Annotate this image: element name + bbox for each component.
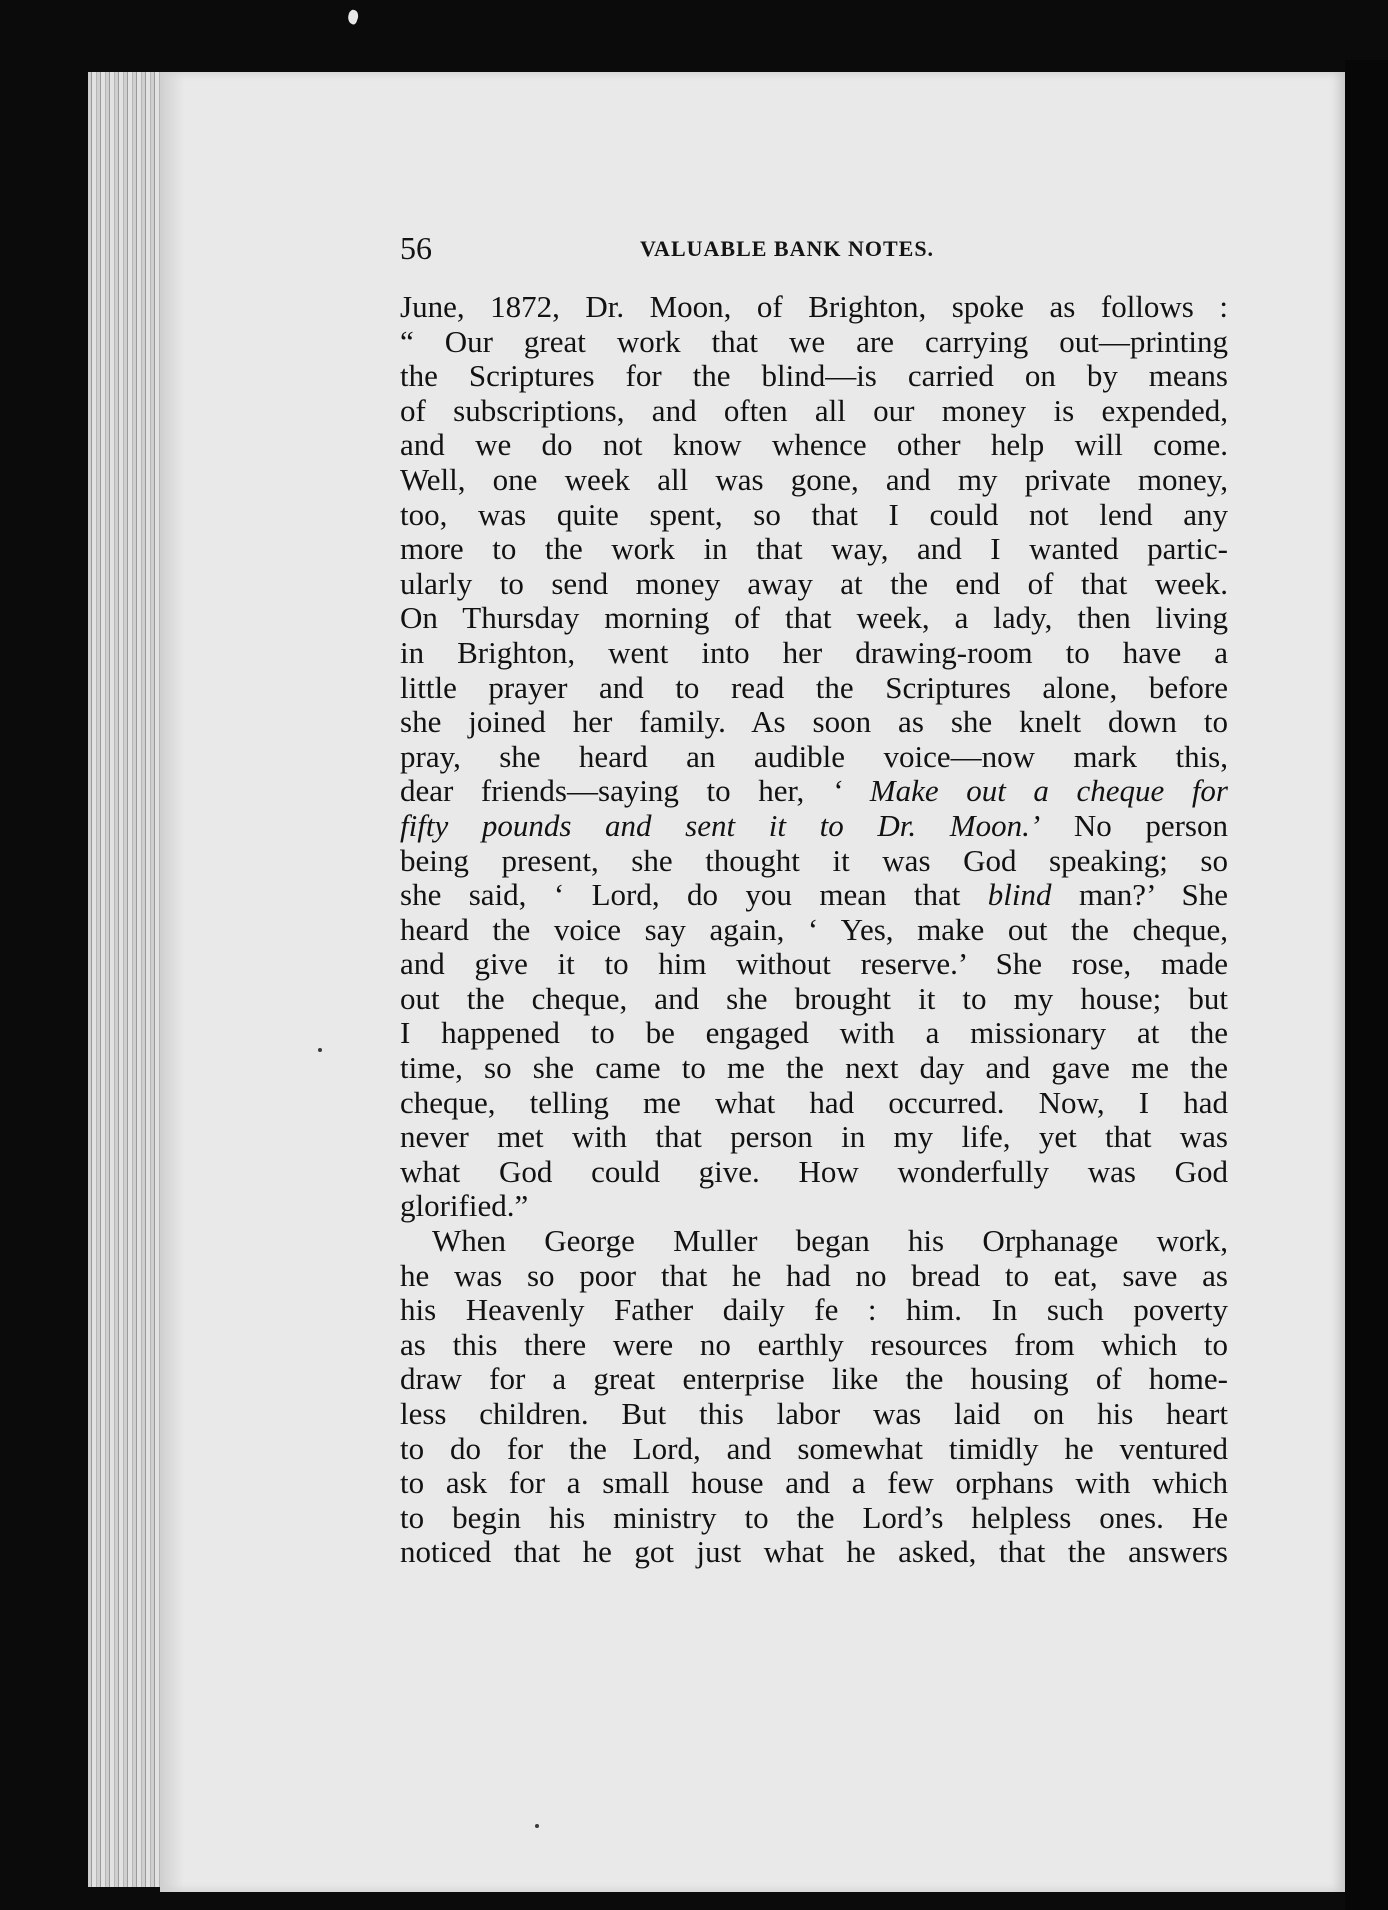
text-line: of subscriptions, and often all our money is expended, (400, 392, 1228, 428)
italic-segment: blind (987, 877, 1052, 913)
text-line: out the cheque, and she brought it to my house; but (400, 980, 1228, 1016)
text-line: to begin his ministry to the Lord’s helpless ones. He (400, 1499, 1228, 1535)
text-line-mixed (400, 809, 1228, 844)
text-line: June, 1872, Dr. Moon, of Brighton, spoke as follows : (400, 289, 1228, 324)
body-text (400, 290, 1228, 1570)
text-line: ularly to send money away at the end of that week. (400, 565, 1228, 601)
text-line: the Scriptures for the blind—is carried on by means (400, 358, 1228, 394)
page-number: 56 (400, 230, 432, 266)
text-line: less children. But this labor was laid on his heart (400, 1396, 1228, 1431)
paragraph-first-line: When George Muller began his Orphanage work, (432, 1223, 1228, 1259)
text-segment: man?’ She (1078, 877, 1229, 913)
italic-segment: fifty pounds and sent it to Dr. Moon.’ (400, 807, 1041, 843)
text-line: Well, one week all was gone, and my private money, (400, 461, 1228, 497)
facing-page-edge (1345, 60, 1388, 1910)
text-segment: dear friends—saying to her, (400, 773, 805, 809)
text-line: being present, she thought it was God speaking; so (400, 842, 1228, 878)
text-line: time, so she came to me the next day and gave me the (400, 1050, 1228, 1086)
page-fold-shadow (160, 72, 184, 1892)
text-line: never met with that person in my life, yet that was (400, 1119, 1228, 1155)
text-line: “ Our great work that we are carrying out—printing (400, 323, 1228, 359)
text-line: he was so poor that he had no bread to eat, save as (400, 1257, 1228, 1293)
text-line-mixed (400, 878, 1228, 913)
text-segment: No person (1073, 807, 1228, 843)
text-line: noticed that he got just what he asked, that the answers (400, 1534, 1228, 1570)
text-line-mixed (400, 774, 1228, 809)
text-line: On Thursday morning of that week, a lady, then living (400, 600, 1228, 636)
text-line: as this there were no earthly resources from which to (400, 1326, 1228, 1362)
text-line: to ask for a small house and a few orphans with which (400, 1465, 1228, 1501)
text-line: and we do not know whence other help will come. (400, 427, 1228, 463)
text-line: draw for a great enterprise like the housing of home- (400, 1361, 1228, 1397)
text-line: more to the work in that way, and I wanted partic- (400, 531, 1228, 567)
text-line: his Heavenly Father daily fe : him. In such poverty (400, 1292, 1228, 1328)
text-line: too, was quite spent, so that I could not lend any (400, 496, 1228, 532)
text-line: what God could give. How wonderfully was God (400, 1153, 1228, 1189)
running-head: VALUABLE BANK NOTES. (640, 236, 935, 261)
text-line: glorified.” (400, 1188, 529, 1224)
scan-speck (346, 9, 360, 26)
text-line: in Brighton, went into her drawing-room to have a (400, 634, 1228, 670)
text-line: she joined her family. As soon as she knelt down to (400, 704, 1228, 740)
text-line: heard the voice say again, ‘ Yes, make out the cheque, (400, 911, 1228, 947)
text-line: to do for the Lord, and somewhat timidly he ventured (400, 1430, 1228, 1466)
text-segment: she said, ‘ Lord, do you mean that (400, 877, 961, 913)
page-speck (318, 1048, 322, 1052)
italic-segment: ‘ Make out a cheque for (831, 773, 1228, 809)
page-speck (535, 1824, 539, 1828)
text-line: little prayer and to read the Scriptures alone, before (400, 669, 1228, 705)
text-line: I happened to be engaged with a missionary at the (400, 1015, 1228, 1051)
page-header (400, 228, 1220, 268)
text-line: pray, she heard an audible voice—now mark this, (400, 738, 1228, 774)
text-line: and give it to him without reserve.’ She rose, made (400, 946, 1228, 982)
text-line: cheque, telling me what had occurred. Now, I had (400, 1084, 1228, 1120)
